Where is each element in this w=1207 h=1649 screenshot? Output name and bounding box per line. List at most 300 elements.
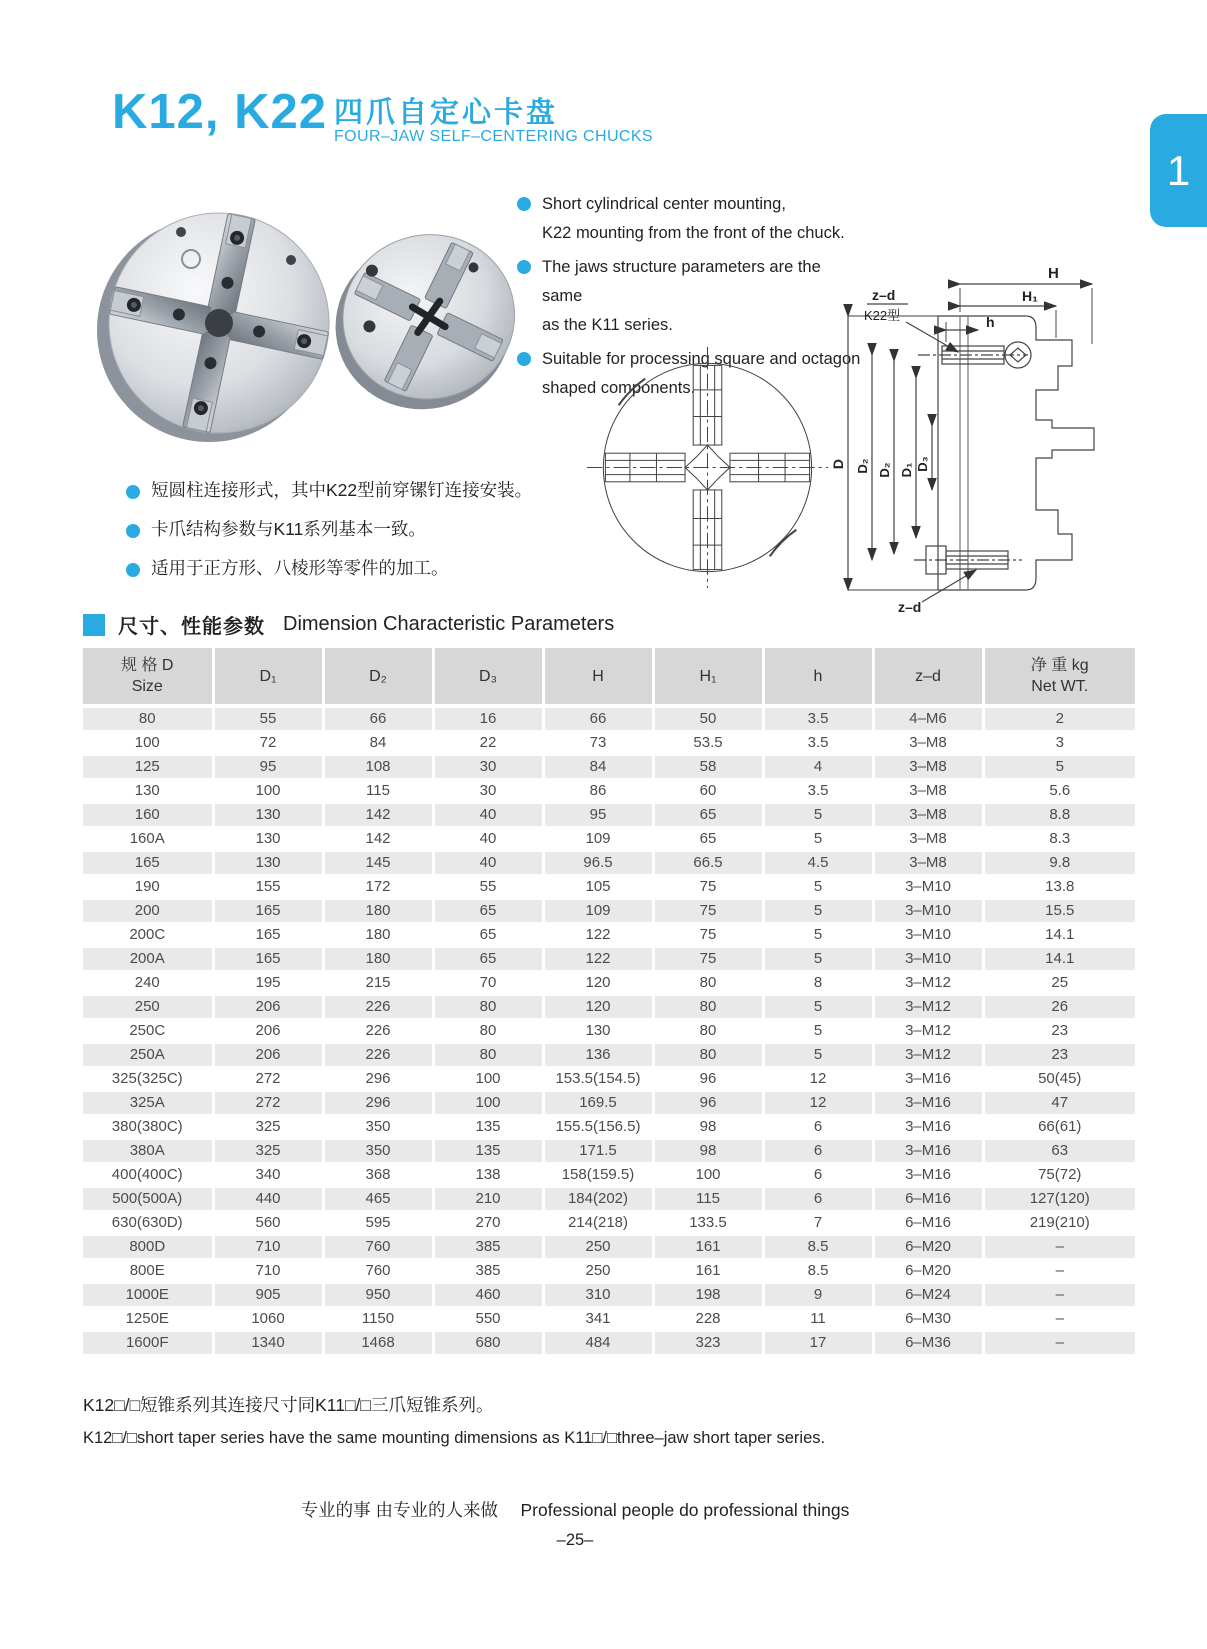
table-cell: 460 — [433, 1283, 543, 1307]
table-cell: 171.5 — [543, 1139, 653, 1163]
table-cell: 200C — [83, 923, 213, 947]
table-cell: 22 — [433, 731, 543, 755]
table-cell: 226 — [323, 1019, 433, 1043]
table-cell: 75(72) — [983, 1163, 1135, 1187]
table-cell: 296 — [323, 1067, 433, 1091]
table-cell: 14.1 — [983, 923, 1135, 947]
footnote-cn: K12□/□短锥系列其连接尺寸同K11□/□三爪短锥系列。 — [83, 1395, 494, 1415]
dim-label-zd-top: z–d — [872, 287, 896, 303]
table-cell: 8.3 — [983, 827, 1135, 851]
table-cell: 17 — [763, 1331, 873, 1355]
table-cell: 130 — [213, 803, 323, 827]
table-cell: 250C — [83, 1019, 213, 1043]
table-cell: 2 — [983, 706, 1135, 731]
table-cell: 6–M16 — [873, 1211, 983, 1235]
table-cell: 3–M12 — [873, 971, 983, 995]
table-cell: 65 — [653, 827, 763, 851]
table-cell: 105 — [543, 875, 653, 899]
table-cell: 5 — [763, 1043, 873, 1067]
table-cell: 100 — [653, 1163, 763, 1187]
table-cell: 210 — [433, 1187, 543, 1211]
table-cell: 80 — [433, 1019, 543, 1043]
table-cell: 86 — [543, 779, 653, 803]
table-cell: 3–M12 — [873, 1019, 983, 1043]
section-view-drawing — [810, 258, 1120, 618]
column-header: D₂ — [323, 648, 433, 706]
table-cell: 66.5 — [653, 851, 763, 875]
table-cell: 3–M16 — [873, 1067, 983, 1091]
table-cell: 184(202) — [543, 1187, 653, 1211]
table-cell: 109 — [543, 899, 653, 923]
dim-label-d2b: D₂ — [877, 462, 892, 478]
table-cell: 12 — [763, 1067, 873, 1091]
table-cell: 1340 — [213, 1331, 323, 1355]
table-row — [83, 1019, 1135, 1043]
table-cell: 161 — [653, 1259, 763, 1283]
table-cell: 66 — [323, 706, 433, 731]
feature-item — [517, 190, 865, 248]
table-cell: 135 — [433, 1115, 543, 1139]
table-cell: 228 — [653, 1307, 763, 1331]
table-cell: 226 — [323, 995, 433, 1019]
table-cell: 80 — [653, 971, 763, 995]
table-cell: 3–M8 — [873, 779, 983, 803]
table-cell: 26 — [983, 995, 1135, 1019]
table-cell: 155 — [213, 875, 323, 899]
front-view-drawing — [585, 345, 830, 590]
table-row — [83, 851, 1135, 875]
footnote-en: K12□/□short taper series have the same mounting dimensions as K11□/□three–jaw short taper series. — [83, 1429, 826, 1447]
table-cell: 40 — [433, 803, 543, 827]
table-cell: 160A — [83, 827, 213, 851]
table-cell: 96.5 — [543, 851, 653, 875]
table-cell: 40 — [433, 827, 543, 851]
table-cell: 9.8 — [983, 851, 1135, 875]
table-cell: 4–M6 — [873, 706, 983, 731]
table-cell: 161 — [653, 1235, 763, 1259]
table-cell: 325 — [213, 1115, 323, 1139]
table-cell: 122 — [543, 947, 653, 971]
section-title-cn: 尺寸、性能参数 — [118, 616, 265, 638]
table-cell: 1468 — [323, 1331, 433, 1355]
table-cell: 3–M8 — [873, 851, 983, 875]
table-cell: 75 — [653, 875, 763, 899]
section-heading — [83, 610, 614, 639]
table-cell: 368 — [323, 1163, 433, 1187]
table-cell: 500(500A) — [83, 1187, 213, 1211]
table-cell: 3 — [983, 731, 1135, 755]
table-cell: 100 — [433, 1091, 543, 1115]
table-cell: 3–M8 — [873, 755, 983, 779]
table-cell: 3.5 — [763, 706, 873, 731]
dim-label-d3: D₃ — [915, 456, 930, 472]
table-cell: 4.5 — [763, 851, 873, 875]
table-cell: 5 — [763, 827, 873, 851]
table-cell: 350 — [323, 1115, 433, 1139]
table-cell: 214(218) — [543, 1211, 653, 1235]
table-cell: 40 — [433, 851, 543, 875]
table-cell: 323 — [653, 1331, 763, 1355]
table-cell: 3–M8 — [873, 731, 983, 755]
table-cell: 55 — [433, 875, 543, 899]
table-cell: 380A — [83, 1139, 213, 1163]
table-cell: 250 — [83, 995, 213, 1019]
table-cell: 3–M8 — [873, 827, 983, 851]
table-cell: 3–M16 — [873, 1163, 983, 1187]
table-row — [83, 1067, 1135, 1091]
table-cell: 80 — [83, 706, 213, 731]
bullet-icon — [126, 524, 140, 538]
table-body — [83, 706, 1135, 1355]
table-row — [83, 779, 1135, 803]
table-cell: 120 — [543, 995, 653, 1019]
table-cell: 155.5(156.5) — [543, 1115, 653, 1139]
table-cell: 60 — [653, 779, 763, 803]
table-cell: 145 — [323, 851, 433, 875]
table-cell: 180 — [323, 947, 433, 971]
table-cell: 95 — [213, 755, 323, 779]
dim-label-h-small: h — [986, 314, 995, 330]
column-header: H₁ — [653, 648, 763, 706]
table-cell: 3–M10 — [873, 923, 983, 947]
table-cell: 630(630D) — [83, 1211, 213, 1235]
column-header: D₃ — [433, 648, 543, 706]
table-cell: 84 — [543, 755, 653, 779]
table-cell: 3–M12 — [873, 1043, 983, 1067]
table-cell: 130 — [83, 779, 213, 803]
table-cell: 206 — [213, 1043, 323, 1067]
table-cell: – — [983, 1331, 1135, 1355]
feature-text: 适用于正方形、八棱形等零件的加工。 — [151, 558, 449, 578]
table-cell: 11 — [763, 1307, 873, 1331]
section-title-en: Dimension Characteristic Parameters — [283, 613, 615, 635]
table-cell: 8.5 — [763, 1259, 873, 1283]
table-cell: 15.5 — [983, 899, 1135, 923]
table-cell: 3–M10 — [873, 947, 983, 971]
table-cell: 800D — [83, 1235, 213, 1259]
table-cell: 3–M12 — [873, 995, 983, 1019]
table-row — [83, 1139, 1135, 1163]
column-header: 净 重 kg Net WT. — [983, 648, 1135, 706]
table-cell: 250 — [543, 1235, 653, 1259]
table-cell: 80 — [653, 995, 763, 1019]
table-cell: – — [983, 1307, 1135, 1331]
table-cell: 3–M10 — [873, 899, 983, 923]
table-cell: 13.8 — [983, 875, 1135, 899]
table-cell: 75 — [653, 899, 763, 923]
table-cell: 4 — [763, 755, 873, 779]
table-cell: 142 — [323, 827, 433, 851]
table-cell: 180 — [323, 899, 433, 923]
table-row — [83, 1211, 1135, 1235]
table-cell: 710 — [213, 1235, 323, 1259]
table-cell: 595 — [323, 1211, 433, 1235]
table-cell: 710 — [213, 1259, 323, 1283]
table-cell: 98 — [653, 1139, 763, 1163]
table-cell: 950 — [323, 1283, 433, 1307]
dimension-table — [83, 648, 1135, 1356]
table-cell: 440 — [213, 1187, 323, 1211]
table-cell: 1250E — [83, 1307, 213, 1331]
table-row — [83, 731, 1135, 755]
table-cell: 120 — [543, 971, 653, 995]
table-cell: 3.5 — [763, 779, 873, 803]
feature-text: 短圆柱连接形式，其中K22型前穿镙钉连接安装。 — [151, 480, 533, 500]
table-cell: 6–M24 — [873, 1283, 983, 1307]
table-cell: 272 — [213, 1091, 323, 1115]
footnotes — [83, 1392, 825, 1448]
table-cell: 153.5(154.5) — [543, 1067, 653, 1091]
table-cell: 5.6 — [983, 779, 1135, 803]
table-cell: 130 — [213, 827, 323, 851]
table-cell: 65 — [653, 803, 763, 827]
table-cell: 115 — [323, 779, 433, 803]
table-cell: 80 — [433, 995, 543, 1019]
table-cell: 5 — [763, 875, 873, 899]
table-row — [83, 899, 1135, 923]
table-cell: 53.5 — [653, 731, 763, 755]
table-cell: 3–M10 — [873, 875, 983, 899]
table-cell: 66(61) — [983, 1115, 1135, 1139]
heading-square-icon — [83, 614, 105, 636]
table-cell: 142 — [323, 803, 433, 827]
feature-item — [126, 556, 556, 580]
table-cell: 8.8 — [983, 803, 1135, 827]
table-cell: 680 — [433, 1331, 543, 1355]
table-cell: 138 — [433, 1163, 543, 1187]
table-cell: 3.5 — [763, 731, 873, 755]
table-row — [83, 1331, 1135, 1355]
table-row — [83, 1043, 1135, 1067]
table-cell: 5 — [763, 1019, 873, 1043]
table-cell: 760 — [323, 1235, 433, 1259]
table-cell: 296 — [323, 1091, 433, 1115]
table-cell: 198 — [653, 1283, 763, 1307]
table-cell: 905 — [213, 1283, 323, 1307]
column-header: z–d — [873, 648, 983, 706]
bullet-icon — [517, 197, 531, 211]
table-cell: 66 — [543, 706, 653, 731]
table-cell: 30 — [433, 779, 543, 803]
table-cell: 160 — [83, 803, 213, 827]
bullet-icon — [126, 563, 140, 577]
series-title-en: FOUR–JAW SELF–CENTERING CHUCKS — [334, 128, 653, 145]
table-row — [83, 1259, 1135, 1283]
dim-label-d1: D₁ — [899, 462, 914, 478]
table-cell: 165 — [83, 851, 213, 875]
table-cell: 70 — [433, 971, 543, 995]
dim-label-k22: K22型 — [864, 308, 901, 323]
table-row — [83, 1091, 1135, 1115]
table-cell: 325A — [83, 1091, 213, 1115]
table-cell: 325 — [213, 1139, 323, 1163]
table-cell: 65 — [433, 947, 543, 971]
table-cell: 200A — [83, 947, 213, 971]
table-cell: 465 — [323, 1187, 433, 1211]
dim-label-h-big: H — [1048, 265, 1059, 282]
table-cell: 84 — [323, 731, 433, 755]
dim-label-d2a: D₂ — [855, 458, 870, 474]
table-cell: 6–M36 — [873, 1331, 983, 1355]
table-cell: 3–M16 — [873, 1139, 983, 1163]
column-header: H — [543, 648, 653, 706]
table-cell: 65 — [433, 923, 543, 947]
table-row — [83, 803, 1135, 827]
table-cell: 226 — [323, 1043, 433, 1067]
table-cell: 8.5 — [763, 1235, 873, 1259]
bullet-icon — [126, 485, 140, 499]
table-cell: 58 — [653, 755, 763, 779]
table-cell: 484 — [543, 1331, 653, 1355]
table-cell: 122 — [543, 923, 653, 947]
table-cell: 95 — [543, 803, 653, 827]
table-cell: 215 — [323, 971, 433, 995]
table-cell: 30 — [433, 755, 543, 779]
table-cell: 3–M16 — [873, 1115, 983, 1139]
table-cell: 385 — [433, 1259, 543, 1283]
table-cell: 6 — [763, 1139, 873, 1163]
table-cell: 560 — [213, 1211, 323, 1235]
table-cell: 136 — [543, 1043, 653, 1067]
table-row — [83, 995, 1135, 1019]
table-header-row — [83, 648, 1135, 706]
column-header: h — [763, 648, 873, 706]
table-cell: 100 — [83, 731, 213, 755]
table-row — [83, 1283, 1135, 1307]
table-cell: – — [983, 1235, 1135, 1259]
table-cell: 1000E — [83, 1283, 213, 1307]
table-row — [83, 827, 1135, 851]
table-cell: 200 — [83, 899, 213, 923]
table-cell: 12 — [763, 1091, 873, 1115]
table-row — [83, 706, 1135, 731]
table-cell: 75 — [653, 947, 763, 971]
page-footer — [0, 1497, 1150, 1550]
table-cell: 250 — [543, 1259, 653, 1283]
feature-text: Suitable for processing square and octagon shaped components. — [542, 350, 861, 397]
series-title-cn: 四爪自定心卡盘 — [334, 97, 559, 129]
feature-item — [126, 478, 556, 502]
table-cell: 380(380C) — [83, 1115, 213, 1139]
table-cell: 195 — [213, 971, 323, 995]
table-row — [83, 923, 1135, 947]
table-row — [83, 1187, 1135, 1211]
table-cell: 6–M16 — [873, 1187, 983, 1211]
table-cell: 158(159.5) — [543, 1163, 653, 1187]
table-cell: 130 — [543, 1019, 653, 1043]
table-cell: 5 — [763, 947, 873, 971]
slogan — [0, 1497, 1150, 1522]
table-cell: 550 — [433, 1307, 543, 1331]
column-header: 规 格 D Size — [83, 648, 213, 706]
table-cell: 135 — [433, 1139, 543, 1163]
table-cell: 3–M16 — [873, 1091, 983, 1115]
table-cell: 6 — [763, 1163, 873, 1187]
table-cell: 172 — [323, 875, 433, 899]
slogan-cn: 专业的事 由专业的人来做 — [300, 1500, 499, 1520]
table-cell: 47 — [983, 1091, 1135, 1115]
table-cell: – — [983, 1283, 1135, 1307]
page-title: K12, K22 — [112, 85, 328, 139]
dim-label-d: D — [830, 458, 846, 470]
table-cell: 180 — [323, 923, 433, 947]
table-cell: 50 — [653, 706, 763, 731]
table-cell: 133.5 — [653, 1211, 763, 1235]
table-cell: 385 — [433, 1235, 543, 1259]
table-cell: 165 — [213, 923, 323, 947]
table-cell: 80 — [653, 1019, 763, 1043]
table-cell: 240 — [83, 971, 213, 995]
slogan-en: Professional people do professional things — [520, 1500, 850, 1520]
features-cn — [126, 478, 556, 595]
table-cell: 5 — [983, 755, 1135, 779]
table-row — [83, 1235, 1135, 1259]
table-cell: 73 — [543, 731, 653, 755]
bullet-icon — [517, 260, 531, 274]
table-cell: 165 — [213, 899, 323, 923]
table-cell: 127(120) — [983, 1187, 1135, 1211]
table-cell: 109 — [543, 827, 653, 851]
table-cell: 7 — [763, 1211, 873, 1235]
table-cell: 6–M20 — [873, 1259, 983, 1283]
table-row — [83, 755, 1135, 779]
table-cell: 80 — [433, 1043, 543, 1067]
table-cell: 5 — [763, 899, 873, 923]
table-row — [83, 971, 1135, 995]
page-number: –25– — [556, 1531, 594, 1549]
table-cell: 169.5 — [543, 1091, 653, 1115]
table-cell: 1600F — [83, 1331, 213, 1355]
table-cell: 270 — [433, 1211, 543, 1235]
table-row — [83, 875, 1135, 899]
product-photo-angled — [333, 218, 523, 423]
table-cell: 340 — [213, 1163, 323, 1187]
table-cell: 16 — [433, 706, 543, 731]
table-cell: 63 — [983, 1139, 1135, 1163]
feature-text: Short cylindrical center mounting, K22 mounting from the front of the chuck. — [542, 195, 845, 242]
table-cell: 80 — [653, 1043, 763, 1067]
dim-label-h1: H₁ — [1022, 288, 1038, 304]
table-cell: 6–M20 — [873, 1235, 983, 1259]
table-cell: 1060 — [213, 1307, 323, 1331]
table-cell: 310 — [543, 1283, 653, 1307]
table-cell: 190 — [83, 875, 213, 899]
dim-label-zd-bottom: z–d — [898, 599, 922, 615]
chapter-tab — [1150, 114, 1207, 227]
table-cell: 96 — [653, 1091, 763, 1115]
table-cell: – — [983, 1259, 1135, 1283]
bullet-icon — [517, 352, 531, 366]
table-cell: 272 — [213, 1067, 323, 1091]
table-cell: 165 — [213, 947, 323, 971]
column-header: D₁ — [213, 648, 323, 706]
feature-text: The jaws structure parameters are the same as the K11 series. — [542, 258, 821, 334]
table-cell: 115 — [653, 1187, 763, 1211]
table-cell: 219(210) — [983, 1211, 1135, 1235]
table-cell: 98 — [653, 1115, 763, 1139]
table-cell: 5 — [763, 923, 873, 947]
table-cell: 6–M30 — [873, 1307, 983, 1331]
feature-item — [126, 517, 556, 541]
table-cell: 1150 — [323, 1307, 433, 1331]
table-cell: 250A — [83, 1043, 213, 1067]
table-cell: 108 — [323, 755, 433, 779]
table-cell: 5 — [763, 803, 873, 827]
chapter-number: 1 — [1166, 146, 1191, 194]
table-row — [83, 1307, 1135, 1331]
table-row — [83, 947, 1135, 971]
table-cell: 8 — [763, 971, 873, 995]
